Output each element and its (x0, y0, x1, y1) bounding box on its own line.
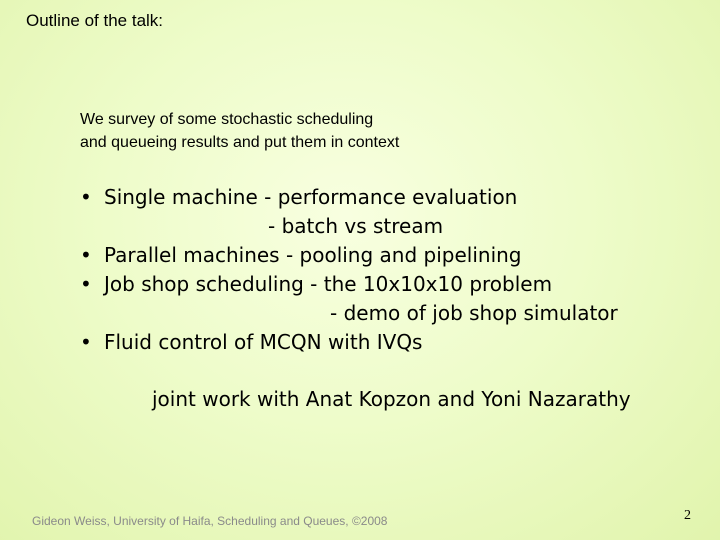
bullet-text: Job shop scheduling - the 10x10x10 problem (104, 272, 553, 296)
bullet-marker: • (80, 330, 92, 354)
bullet-item-1 (80, 183, 690, 212)
bullet-text: Parallel machines - pooling and pipelining (104, 243, 522, 267)
bullet-item-4 (80, 328, 690, 357)
intro-line-2: and queueing results and put them in context (80, 134, 400, 151)
bullet-subline: - demo of job shop simulator (330, 301, 618, 325)
bullet-marker: • (80, 272, 92, 296)
bullet-marker: • (80, 243, 92, 267)
bullet-marker: • (80, 185, 92, 209)
credits-line: joint work with Anat Kopzon and Yoni Nazarathy (152, 387, 631, 411)
bullet-text: Single machine - performance evaluation (104, 185, 518, 209)
bullet-subline: - batch vs stream (268, 214, 444, 238)
page-number: 2 (684, 508, 691, 523)
intro-line-1: We survey of some stochastic scheduling (80, 111, 374, 128)
bullet-text: Fluid control of MCQN with IVQs (104, 330, 423, 354)
bullet-item-2 (80, 241, 690, 270)
slide-title: Outline of the talk: (26, 11, 164, 30)
bullet-item-3-continuation (80, 299, 690, 328)
footer-text: Gideon Weiss, University of Haifa, Scheduling and Queues, ©2008 (32, 514, 388, 528)
bullet-list (80, 183, 690, 357)
intro-text (80, 108, 399, 154)
bullet-item-3 (80, 270, 690, 299)
bullet-item-1-continuation (80, 212, 690, 241)
